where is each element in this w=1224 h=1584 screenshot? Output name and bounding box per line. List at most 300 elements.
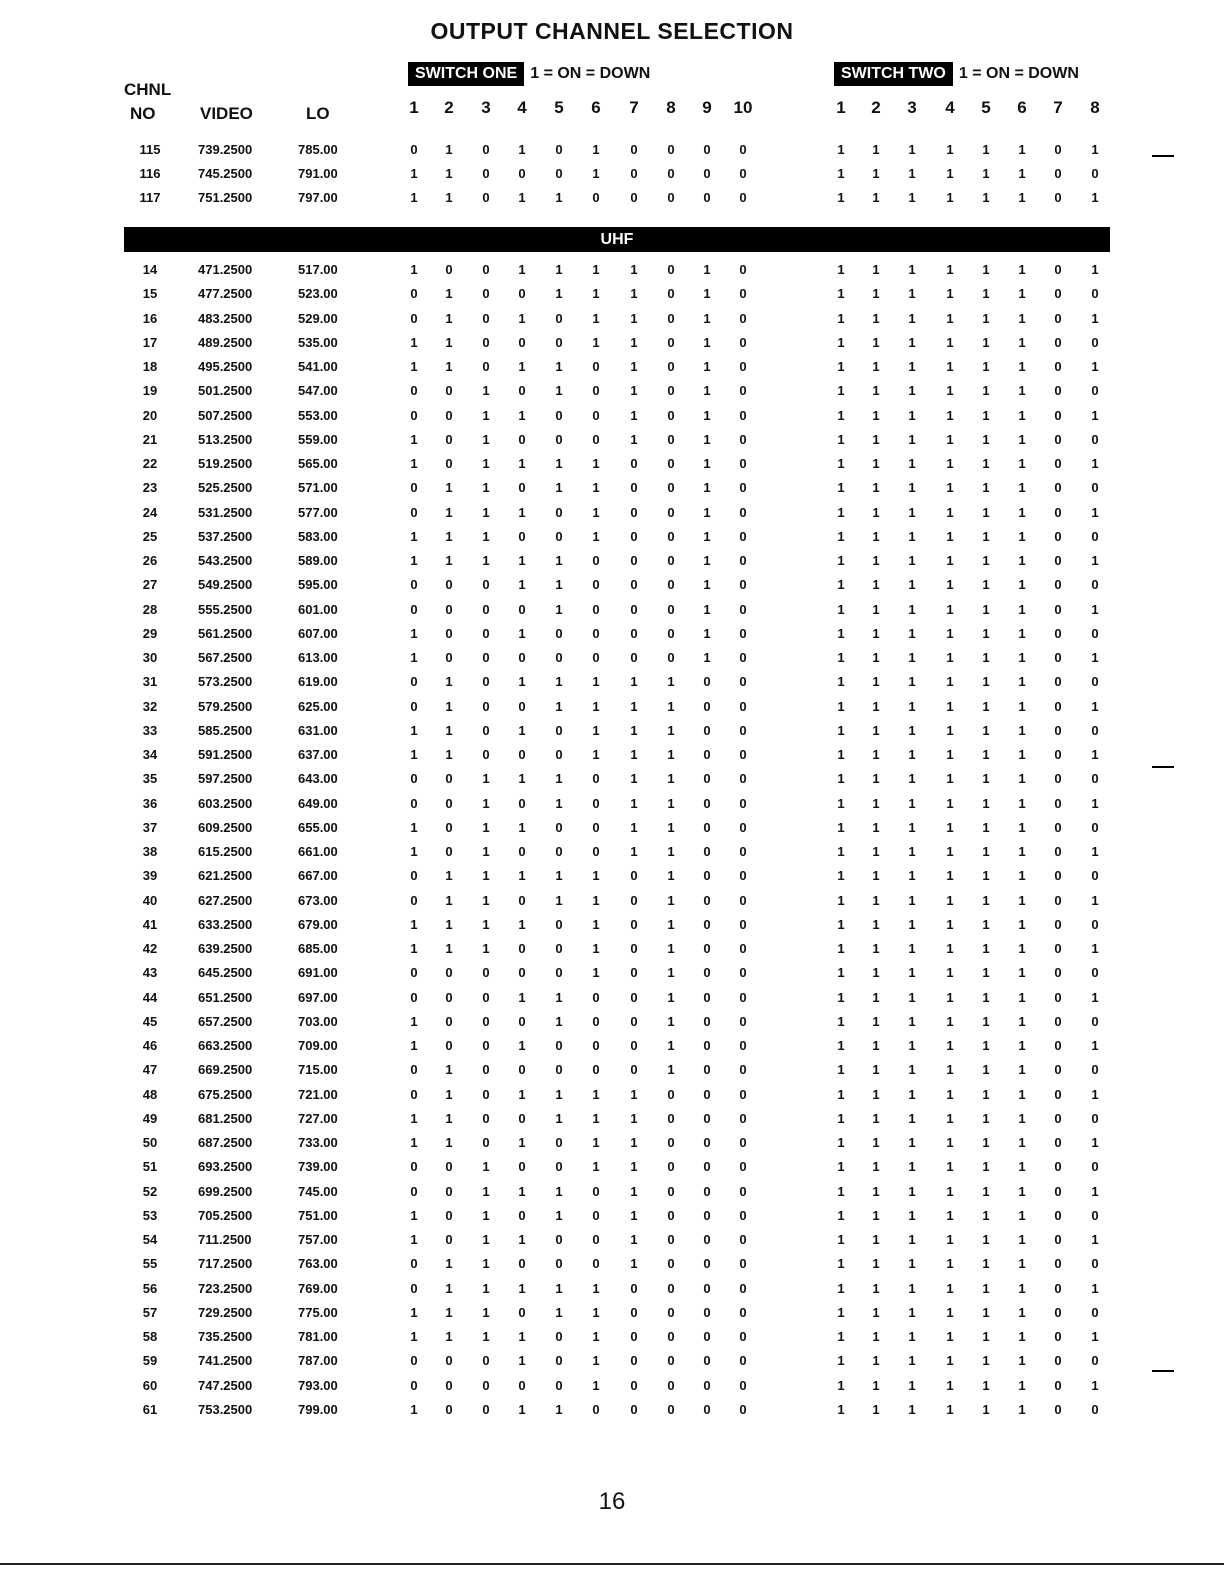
switch-two-bit: 1: [837, 1377, 845, 1393]
switch-one-bit: 1: [555, 286, 563, 302]
switch-one-bit: 1: [410, 262, 418, 277]
switch-one-bit: 1: [667, 747, 675, 762]
switch-two-bit: 1: [908, 698, 916, 714]
switch-one-bit: 1: [703, 528, 711, 544]
switch-one-bit: 1: [630, 359, 638, 374]
switch-two-bit: 1: [908, 601, 916, 617]
switch-two-bit: 1: [946, 1207, 954, 1223]
switch-two-bit: 1: [908, 262, 916, 277]
switch-one-bit: 1: [555, 892, 563, 908]
switch-two-bit: 1: [908, 1159, 916, 1175]
switch-two-bit: 1: [946, 334, 954, 350]
switch-one-bit: 1: [518, 1086, 526, 1102]
switch-one-bit: 0: [592, 1401, 600, 1417]
switch-two-bit: 1: [1091, 1135, 1099, 1150]
switch-one-bit: 0: [630, 989, 638, 1005]
switch-two-bit: 1: [837, 1256, 845, 1272]
switch-one-bit: 1: [410, 941, 418, 956]
switch-one-bit: 1: [445, 310, 453, 326]
switch-two-bit: 1: [1091, 892, 1099, 908]
switch-two-bit: 1: [872, 1207, 880, 1223]
switch-one-bit: 0: [482, 359, 490, 374]
switch-two-bit: 1: [908, 941, 916, 956]
video-frequency: 495.2500: [198, 359, 253, 374]
switch-one-bit: 0: [739, 577, 747, 593]
switch-one-bit: 1: [410, 916, 418, 932]
switch-one-bit: 0: [667, 1256, 675, 1272]
lo-frequency: 565.00: [298, 456, 338, 471]
table-row: [0, 262, 1224, 286]
header-chnl: CHNL: [124, 80, 172, 99]
switch-one-bit: 0: [630, 1280, 638, 1296]
switch-two-bit: 1: [946, 916, 954, 932]
switch-two-bit: 1: [872, 142, 880, 157]
switch-one-bit: 0: [555, 504, 563, 520]
switch-one-bit: 1: [410, 334, 418, 350]
switch-one-bit: 0: [630, 916, 638, 932]
video-frequency: 627.2500: [198, 892, 253, 908]
switch-one-bit: 0: [667, 528, 675, 544]
switch-two-bit: 1: [837, 1401, 845, 1417]
lo-frequency: 529.00: [298, 310, 338, 326]
switch-one-bit: 0: [445, 795, 453, 811]
switch-one-bit: 0: [410, 286, 418, 302]
switch-two-bit: 1: [872, 1110, 880, 1126]
switch-two-bit: 1: [872, 1401, 880, 1417]
switch-two-bit: 1: [982, 142, 990, 157]
channel-number: 117: [139, 190, 161, 206]
switch-one-bit: 0: [703, 1013, 711, 1029]
switch-two-bit: 1: [837, 1135, 845, 1150]
switch-one-bit: 1: [445, 190, 453, 206]
switch-two-bit: 1: [908, 1401, 916, 1417]
switch-one-bit: 1: [630, 334, 638, 350]
switch-two-bit: 1: [872, 456, 880, 471]
switch-two-bit: 1: [1018, 528, 1026, 544]
switch-one-bit: 0: [518, 1013, 526, 1029]
switch-one-bit: 0: [410, 310, 418, 326]
video-frequency: 543.2500: [198, 553, 253, 568]
table-row: [0, 747, 1224, 771]
switch-two-bit: 1: [872, 819, 880, 835]
switch-one-bit: 1: [555, 674, 563, 690]
switch-one-bit: 0: [445, 1038, 453, 1053]
switch-one-bit: 1: [518, 625, 526, 641]
switch-two-bit: 1: [946, 504, 954, 520]
switch-one-bit: 0: [703, 1086, 711, 1102]
switch-two-bit: 1: [872, 286, 880, 302]
switch-two-bit: 1: [982, 674, 990, 690]
switch-one-bit: 1: [410, 1038, 418, 1053]
switch-two-bit: 1: [982, 1135, 990, 1150]
switch-one-bit: 0: [739, 407, 747, 423]
switch-two-bit: 1: [982, 1038, 990, 1053]
switch-one-bit: 1: [592, 1304, 600, 1320]
switch-one-bit: 0: [410, 1256, 418, 1272]
lo-frequency: 739.00: [298, 1159, 338, 1175]
switch-two-bit: 1: [946, 1086, 954, 1102]
switch-two-bit: 1: [1091, 359, 1099, 374]
channel-number: 27: [142, 577, 158, 593]
switch-one-bit: 0: [555, 310, 563, 326]
switch-two-bit: 1: [982, 625, 990, 641]
switch-one-bit: 0: [410, 698, 418, 714]
video-frequency: 519.2500: [198, 456, 253, 471]
switch-one-bit: 0: [739, 1401, 747, 1417]
switch-one-bit: 1: [482, 1183, 490, 1199]
switch-one-bit: 0: [518, 747, 526, 762]
switch-one-bit: 1: [630, 262, 638, 277]
switch-two-bit: 0: [1091, 771, 1099, 787]
switch-two-bit: 1: [982, 892, 990, 908]
channel-number: 55: [142, 1256, 158, 1272]
switch-two-bit: 1: [908, 286, 916, 302]
switch-one-bit: 1: [482, 1280, 490, 1296]
lo-frequency: 797.00: [298, 190, 338, 206]
switch-one-bit: 0: [445, 771, 453, 787]
switch-two-bit: 1: [872, 577, 880, 593]
switch-two-bit: 1: [908, 359, 916, 374]
switch-two-bit: 0: [1091, 577, 1099, 593]
switch-one-bit: 0: [667, 480, 675, 496]
switch-one-bit: 0: [667, 456, 675, 471]
switch-one-bit: 1: [630, 722, 638, 738]
switch-two-bit: 1: [1018, 142, 1026, 157]
channel-number: 39: [142, 868, 158, 884]
switch-one-bit: 1: [630, 1232, 638, 1247]
channel-number: 46: [142, 1038, 158, 1053]
switch-one-bit: 0: [445, 1232, 453, 1247]
switch-one-bit: 0: [518, 650, 526, 665]
switch-two-bit: 1: [872, 334, 880, 350]
switch-two-bit: 1: [1018, 1135, 1026, 1150]
switch-one-bit: 1: [592, 868, 600, 884]
switch-two-bit: 1: [1018, 504, 1026, 520]
switch-one-bit: 0: [667, 1110, 675, 1126]
switch-one-bit: 1: [445, 480, 453, 496]
switch-two-bit: 1: [946, 1159, 954, 1175]
switch-one-bit: 1: [445, 747, 453, 762]
switch-one-bit: 1: [667, 989, 675, 1005]
switch-two-bit: 1: [837, 1038, 845, 1053]
switch-one-bit: 1: [445, 1062, 453, 1078]
switch-two-bit: 1: [908, 795, 916, 811]
lo-frequency: 791.00: [298, 166, 338, 182]
switch-one-bit: 0: [410, 142, 418, 157]
switch-two-bit: 1: [837, 286, 845, 302]
switch-two-bit: 1: [908, 868, 916, 884]
switch-two-bit: 1: [982, 1329, 990, 1344]
switch-one-bit: 0: [592, 359, 600, 374]
switch-one-bit: 1: [410, 1207, 418, 1223]
switch-two-bit: 1: [982, 1110, 990, 1126]
video-frequency: 687.2500: [198, 1135, 253, 1150]
switch-one-bit: 0: [667, 359, 675, 374]
switch-one-bit: 0: [555, 650, 563, 665]
channel-number: 17: [142, 334, 158, 350]
switch-one-bit: 0: [739, 383, 747, 399]
switch-two-bit: 1: [1018, 698, 1026, 714]
switch-two-bit: 1: [908, 674, 916, 690]
switch-two-bit: 1: [837, 1353, 845, 1369]
switch-one-bit: 1: [667, 844, 675, 859]
switch-two-bit: 1: [1018, 286, 1026, 302]
switch-one-bit: 0: [555, 1256, 563, 1272]
switch-one-bit: 0: [703, 1401, 711, 1417]
switch-one-bit: 0: [667, 310, 675, 326]
switch-one-bit: 0: [703, 1110, 711, 1126]
switch-one-bit: 1: [592, 892, 600, 908]
switch-two-bit: 1: [982, 1304, 990, 1320]
switch-one-bit: 1: [410, 1135, 418, 1150]
switch-two-bit: 1: [1018, 1304, 1026, 1320]
switch-two-bit: 0: [1054, 1280, 1062, 1296]
switch-two-bit: 1: [946, 747, 954, 762]
switch-two-bit: 0: [1054, 674, 1062, 690]
switch-two-bit: 1: [1091, 456, 1099, 471]
switch-one-bit: 0: [410, 868, 418, 884]
lo-frequency: 667.00: [298, 868, 338, 884]
switch-one-bit: 1: [703, 625, 711, 641]
switch-two-position-header: 2: [871, 98, 881, 117]
switch-one-bit: 0: [518, 892, 526, 908]
switch-two-bit: 1: [837, 1159, 845, 1175]
switch-two-bit: 1: [908, 1013, 916, 1029]
switch-one-bit: 0: [630, 1329, 638, 1344]
switch-two-bit: 1: [837, 1232, 845, 1247]
switch-one-bit: 0: [592, 190, 600, 206]
switch-two-bit: 0: [1091, 868, 1099, 884]
switch-two-bit: 1: [946, 577, 954, 593]
switch-two-bit: 1: [1018, 650, 1026, 665]
switch-two-bit: 1: [982, 553, 990, 568]
video-frequency: 597.2500: [198, 771, 253, 787]
switch-two-bit: 1: [872, 941, 880, 956]
switch-one-bit: 1: [482, 892, 490, 908]
switch-one-bit: 1: [555, 868, 563, 884]
switch-one-bit: 1: [592, 1135, 600, 1150]
switch-one-bit: 0: [555, 528, 563, 544]
switch-two-bit: 1: [1091, 1183, 1099, 1199]
switch-two-bit: 1: [908, 1232, 916, 1247]
table-row: [0, 796, 1224, 820]
switch-one-bit: 0: [592, 1207, 600, 1223]
table-row: [0, 965, 1224, 989]
switch-two-bit: 1: [1018, 431, 1026, 447]
switch-one-bit: 1: [630, 1086, 638, 1102]
switch-one-bit: 0: [555, 1038, 563, 1053]
switch-one-bit: 1: [555, 190, 563, 206]
video-frequency: 615.2500: [198, 844, 253, 859]
switch-one-bit: 0: [410, 965, 418, 981]
switch-two-bit: 1: [982, 383, 990, 399]
lo-frequency: 541.00: [298, 359, 338, 374]
switch-one-bit: 0: [739, 166, 747, 182]
switch-one-bit: 0: [667, 407, 675, 423]
switch-one-bit: 0: [445, 650, 453, 665]
channel-number: 54: [142, 1232, 158, 1247]
switch-two-bit: 1: [872, 310, 880, 326]
switch-two-bit: 1: [837, 747, 845, 762]
switch-two-bit: 1: [872, 650, 880, 665]
switch-one-bit: 0: [739, 553, 747, 568]
switch-one-bit: 0: [630, 965, 638, 981]
switch-two-bit: 0: [1091, 965, 1099, 981]
switch-one-bit: 1: [555, 1110, 563, 1126]
switch-one-bit: 0: [410, 795, 418, 811]
lo-frequency: 775.00: [298, 1304, 338, 1320]
switch-one-bit: 1: [592, 456, 600, 471]
switch-one-position-header: 8: [666, 98, 676, 117]
switch-two-bit: 1: [872, 262, 880, 277]
switch-one-bit: 1: [445, 359, 453, 374]
switch-one-bit: 0: [518, 166, 526, 182]
switch-one-bit: 0: [555, 625, 563, 641]
switch-two-bit: 1: [946, 650, 954, 665]
switch-one-bit: 0: [739, 1232, 747, 1247]
switch-two-bit: 1: [837, 1110, 845, 1126]
switch-two-bit: 1: [908, 407, 916, 423]
switch-two-bit: 1: [1018, 625, 1026, 641]
switch-one-bit: 0: [739, 1353, 747, 1369]
switch-two-bit: 1: [908, 528, 916, 544]
switch-two-bit: 0: [1054, 553, 1062, 568]
channel-number: 25: [142, 528, 158, 544]
switch-one-bit: 1: [630, 698, 638, 714]
switch-two-bit: 1: [946, 1135, 954, 1150]
switch-one-bit: 1: [667, 1062, 675, 1078]
switch-two-bit: 1: [837, 310, 845, 326]
switch-one-bit: 0: [667, 1377, 675, 1393]
switch-two-bit: 1: [872, 1232, 880, 1247]
switch-two-bit: 1: [1018, 1256, 1026, 1272]
switch-one-bit: 0: [482, 722, 490, 738]
lo-frequency: 679.00: [298, 916, 338, 932]
switch-one-bit: 0: [410, 674, 418, 690]
switch-two-bit: 1: [908, 190, 916, 206]
switch-one-bit: 1: [482, 383, 490, 399]
switch-one-bit: 1: [410, 528, 418, 544]
switch-one-bit: 0: [482, 1401, 490, 1417]
switch-two-bit: 1: [837, 1013, 845, 1029]
switch-one-bit: 0: [482, 650, 490, 665]
video-frequency: 585.2500: [198, 722, 253, 738]
switch-two-bit: 1: [1018, 1329, 1026, 1344]
lo-frequency: 781.00: [298, 1329, 338, 1344]
switch-one-bit: 0: [555, 1062, 563, 1078]
switch-one-bit: 1: [592, 1377, 600, 1393]
switch-two-bit: 1: [872, 989, 880, 1005]
switch-one-bit: 0: [667, 1086, 675, 1102]
switch-one-bit: 1: [592, 504, 600, 520]
switch-two-bit: 1: [1018, 674, 1026, 690]
switch-two-bit: 1: [982, 504, 990, 520]
switch-one-bit: 1: [518, 1135, 526, 1150]
switch-two-bit: 0: [1091, 431, 1099, 447]
switch-one-bit: 0: [667, 383, 675, 399]
switch-two-bit: 1: [982, 577, 990, 593]
table-row: [0, 602, 1224, 626]
switch-two-bit: 1: [982, 166, 990, 182]
switch-one-bit: 0: [667, 1207, 675, 1223]
switch-one-bit: 0: [445, 989, 453, 1005]
switch-one-bit: 1: [482, 456, 490, 471]
table-row: [0, 626, 1224, 650]
switch-one-bit: 0: [445, 844, 453, 859]
channel-number: 30: [142, 650, 158, 665]
switch-one-bit: 0: [592, 577, 600, 593]
switch-two-bit: 0: [1054, 1401, 1062, 1417]
switch-one-bit: 1: [518, 674, 526, 690]
lo-frequency: 787.00: [298, 1353, 338, 1369]
switch-one-bit: 0: [592, 771, 600, 787]
switch-one-bit: 1: [630, 844, 638, 859]
switch-two-bit: 1: [946, 868, 954, 884]
lo-frequency: 673.00: [298, 892, 338, 908]
switch-one-bit: 0: [739, 1013, 747, 1029]
switch-two-bit: 0: [1054, 1304, 1062, 1320]
switch-one-bit: 0: [630, 1013, 638, 1029]
switch-two-bit: 1: [837, 771, 845, 787]
switch-two-bit: 0: [1091, 1110, 1099, 1126]
video-frequency: 477.2500: [198, 286, 253, 302]
lo-frequency: 785.00: [298, 142, 338, 157]
switch-two-bit: 0: [1054, 286, 1062, 302]
switch-two-bit: 0: [1054, 262, 1062, 277]
table-row: [0, 383, 1224, 407]
switch-two-bit: 1: [1018, 1086, 1026, 1102]
switch-two-bit: 0: [1054, 941, 1062, 956]
switch-two-bit: 1: [837, 262, 845, 277]
switch-two-bit: 1: [1091, 1038, 1099, 1053]
switch-one-bit: 1: [592, 674, 600, 690]
switch-two-bit: 1: [946, 407, 954, 423]
switch-one-bit: 1: [482, 819, 490, 835]
switch-two-bit: 1: [872, 747, 880, 762]
switch-one-bit: 0: [410, 1280, 418, 1296]
lo-frequency: 607.00: [298, 625, 338, 641]
switch-one-bit: 0: [410, 1377, 418, 1393]
switch-two-bit: 0: [1054, 1086, 1062, 1102]
switch-two-bit: 1: [982, 1207, 990, 1223]
lo-frequency: 589.00: [298, 553, 338, 568]
switch-one-bit: 1: [555, 456, 563, 471]
switch-one-bit: 0: [739, 1207, 747, 1223]
switch-two-bit: 1: [837, 504, 845, 520]
switch-one-bit: 0: [518, 1062, 526, 1078]
switch-one-bit: 0: [482, 1062, 490, 1078]
switch-two-bit: 0: [1091, 166, 1099, 182]
switch-two-bit: 1: [872, 771, 880, 787]
switch-one-bit: 0: [739, 674, 747, 690]
switch-one-bit: 1: [518, 1353, 526, 1369]
switch-one-bit: 0: [739, 941, 747, 956]
switch-one-bit: 0: [445, 1377, 453, 1393]
switch-one-bit: 1: [630, 286, 638, 302]
switch-one-bit: 0: [667, 650, 675, 665]
table-row: [0, 1402, 1224, 1426]
lo-frequency: 793.00: [298, 1377, 338, 1393]
channel-number: 47: [142, 1062, 158, 1078]
switch-one-bit: 0: [592, 601, 600, 617]
lo-frequency: 553.00: [298, 407, 338, 423]
channel-number: 32: [142, 698, 158, 714]
channel-number: 31: [142, 674, 158, 690]
switch-one-bit: 1: [703, 359, 711, 374]
channel-number: 59: [142, 1353, 158, 1369]
switch-one-bit: 0: [739, 1038, 747, 1053]
switch-one-label: SWITCH ONE: [408, 62, 524, 86]
